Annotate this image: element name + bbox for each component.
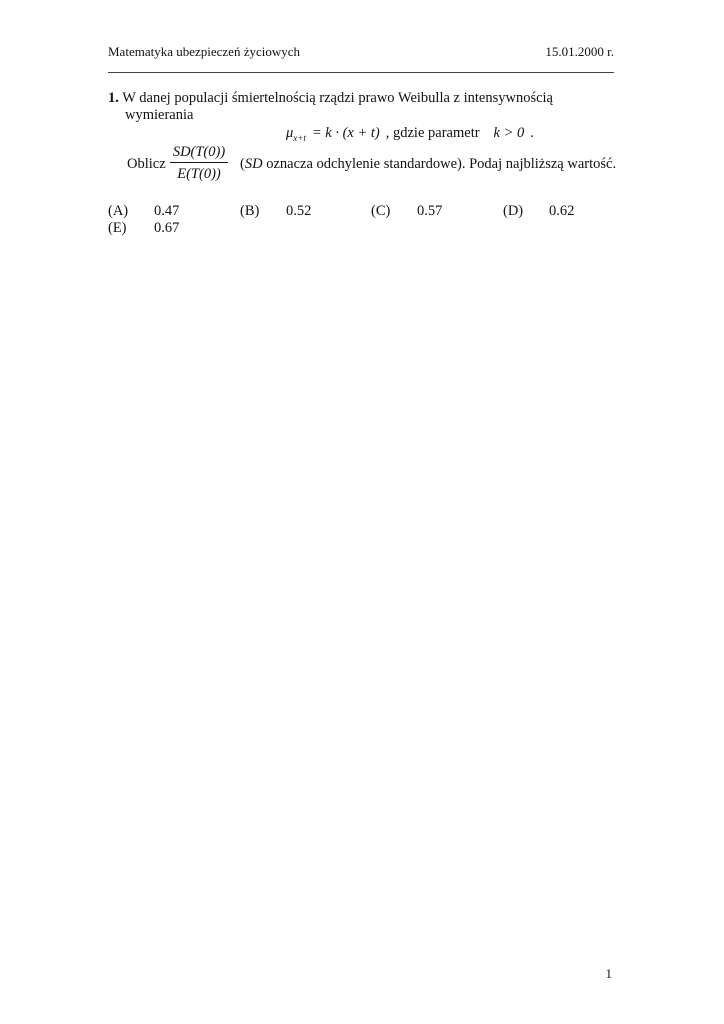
question-text-line-1: W danej populacji śmiertelnością rządzi prawo Weibulla z intensywnością xyxy=(122,90,553,106)
answer-option-e xyxy=(108,220,179,237)
compute-note xyxy=(240,156,616,173)
answer-value: 0.67 xyxy=(154,220,180,236)
formula-subscript: x+t xyxy=(293,133,306,143)
question-text-line-2: wymierania xyxy=(125,107,194,123)
compute-label: Oblicz xyxy=(127,156,166,172)
answer-value: 0.57 xyxy=(417,203,443,219)
formula-where-text: , gdzie parametr xyxy=(385,125,480,141)
hazard-formula xyxy=(286,125,534,142)
answer-option-c xyxy=(371,203,442,220)
formula-period: . xyxy=(530,125,534,141)
formula-condition: k > 0 xyxy=(493,125,525,141)
compute-note-paren: ( xyxy=(240,156,245,172)
compute-note-text: oznacza odchylenie standardowe). Podaj najbliższą wartość. xyxy=(262,156,617,172)
page-number: 1 xyxy=(605,966,612,981)
answer-letter: (C) xyxy=(371,203,391,219)
formula-mu: μ xyxy=(286,125,294,141)
answer-letter: (D) xyxy=(503,203,524,219)
answer-letter: (E) xyxy=(108,220,127,236)
fraction-bar xyxy=(170,162,228,163)
answer-option-a xyxy=(108,203,179,220)
answer-value: 0.47 xyxy=(154,203,180,219)
answer-option-d xyxy=(503,203,574,220)
header-date: 15.01.2000 r. xyxy=(545,44,614,59)
answer-value: 0.62 xyxy=(549,203,575,219)
answer-letter: (A) xyxy=(108,203,129,219)
sd-ratio-fraction xyxy=(170,143,228,183)
header-divider xyxy=(108,72,614,73)
header-title: Matematyka ubezpieczeń życiowych xyxy=(108,44,301,59)
fraction-denominator: E(T(0)) xyxy=(177,166,221,182)
formula-equals: = k · (x + t) xyxy=(311,125,380,141)
answer-value: 0.52 xyxy=(286,203,312,219)
question-line-1 xyxy=(108,90,553,107)
sd-abbreviation: SD xyxy=(244,156,263,172)
answer-letter: (B) xyxy=(240,203,260,219)
question-number: 1. xyxy=(108,90,119,106)
fraction-numerator: SD(T(0)) xyxy=(172,144,226,160)
answer-option-b xyxy=(240,203,311,220)
